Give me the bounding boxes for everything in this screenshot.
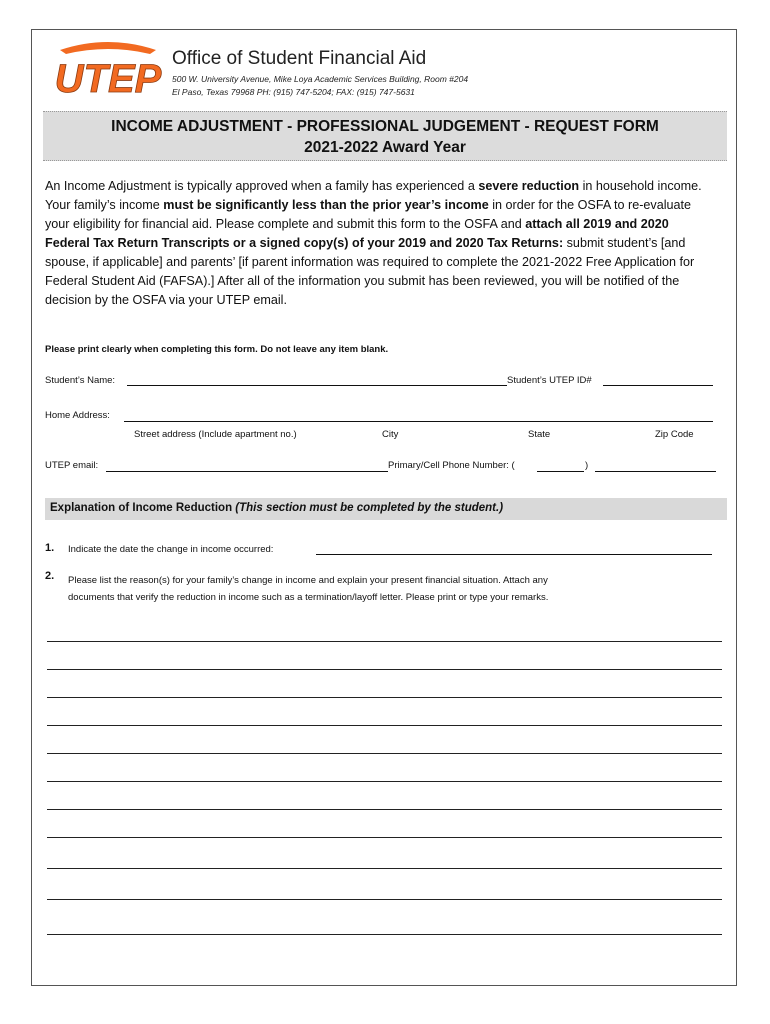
phone-number-field[interactable] — [595, 471, 716, 472]
remarks-line[interactable] — [47, 837, 722, 838]
utep-id-label: Student’s UTEP ID# — [507, 375, 592, 386]
phone-label: Primary/Cell Phone Number: ( — [388, 460, 515, 471]
student-name-field[interactable] — [127, 385, 507, 386]
street-caption: Street address (Include apartment no.) — [134, 429, 297, 440]
remarks-line[interactable] — [47, 697, 722, 698]
utep-logo — [54, 40, 162, 104]
zip-caption: Zip Code — [655, 429, 694, 440]
section-title-text: Explanation of Income Reduction — [50, 502, 236, 514]
office-title: Office of Student Financial Aid — [172, 48, 427, 69]
remarks-line[interactable] — [47, 809, 722, 810]
remarks-line[interactable] — [47, 934, 722, 935]
form-title-box — [43, 111, 727, 161]
section-header — [45, 498, 727, 520]
utep-email-field[interactable] — [106, 471, 388, 472]
intro-text-3: in order for the OSFA to re-evaluate your eligibility for financial aid. Please complete and submit this form to the OSFA and — [45, 198, 692, 231]
question-2-number: 2. — [45, 570, 55, 582]
intro-bold-3: attach all 2019 and 2020 Federal Tax Return Transcripts or a signed copy(s) of your 2019 and 2020 Tax Returns: — [45, 217, 669, 250]
city-caption: City — [382, 429, 399, 440]
question-1-number: 1. — [45, 542, 55, 554]
area-code-field[interactable] — [537, 471, 584, 472]
phone-close-paren: ) — [585, 460, 589, 471]
remarks-line[interactable] — [47, 753, 722, 754]
form-title: INCOME ADJUSTMENT - PROFESSIONAL JUDGEMENT - REQUEST FORM — [111, 118, 659, 135]
office-address — [172, 73, 468, 99]
home-address-label: Home Address: — [45, 410, 110, 421]
remarks-line[interactable] — [47, 868, 722, 869]
home-address-field[interactable] — [124, 421, 713, 422]
intro-paragraph — [45, 177, 717, 310]
intro-bold-2: must be significantly less than the prior year’s income — [163, 198, 489, 212]
question-2-text — [68, 572, 548, 606]
remarks-line[interactable] — [47, 641, 722, 642]
utep-id-field[interactable] — [603, 385, 713, 386]
section-title-note: (This section must be completed by the student.) — [235, 502, 504, 514]
utep-email-label: UTEP email: — [45, 460, 99, 471]
intro-text-2: in household income. Your family’s income — [45, 179, 702, 212]
instructions: Please print clearly when completing this form. Do not leave any item blank. — [45, 344, 389, 355]
award-year: 2021-2022 Award Year — [304, 139, 466, 156]
remarks-line[interactable] — [47, 781, 722, 782]
section-title — [50, 502, 503, 514]
logo-lettering: UTEP — [54, 57, 162, 101]
intro-bold-1: severe reduction — [478, 179, 580, 193]
change-date-field[interactable] — [316, 554, 712, 555]
student-name-label: Student’s Name: — [45, 375, 116, 386]
remarks-line[interactable] — [47, 669, 722, 670]
question-2-line-1: Please list the reason(s) for your family’s change in income and explain your present financial situation. Attach any — [68, 575, 548, 586]
question-1-text: Indicate the date the change in income occurred: — [68, 544, 274, 555]
question-2-line-2: documents that verify the reduction in income such as a termination/layoff letter. Please print or type your remarks. — [68, 592, 549, 603]
state-caption: State — [528, 429, 551, 440]
address-line-2: El Paso, Texas 79968 PH: (915) 747-5204; FAX: (915) 747-5631 — [172, 87, 415, 97]
intro-text-1: An Income Adjustment is typically approved when a family has experienced a — [45, 179, 479, 193]
address-line-1: 500 W. University Avenue, Mike Loya Academic Services Building, Room #204 — [172, 74, 469, 84]
remarks-line[interactable] — [47, 899, 722, 900]
remarks-line[interactable] — [47, 725, 722, 726]
intro-text-4: submit student’s [and spouse, if applicable] and parents’ [if parent information was required to complete the 2021-2022 Free Application for Federal Student Aid (FAFSA).] After all of the information you submit has been reviewed, you will be notified of the decision by the OSFA via your UTEP email. — [45, 236, 695, 307]
